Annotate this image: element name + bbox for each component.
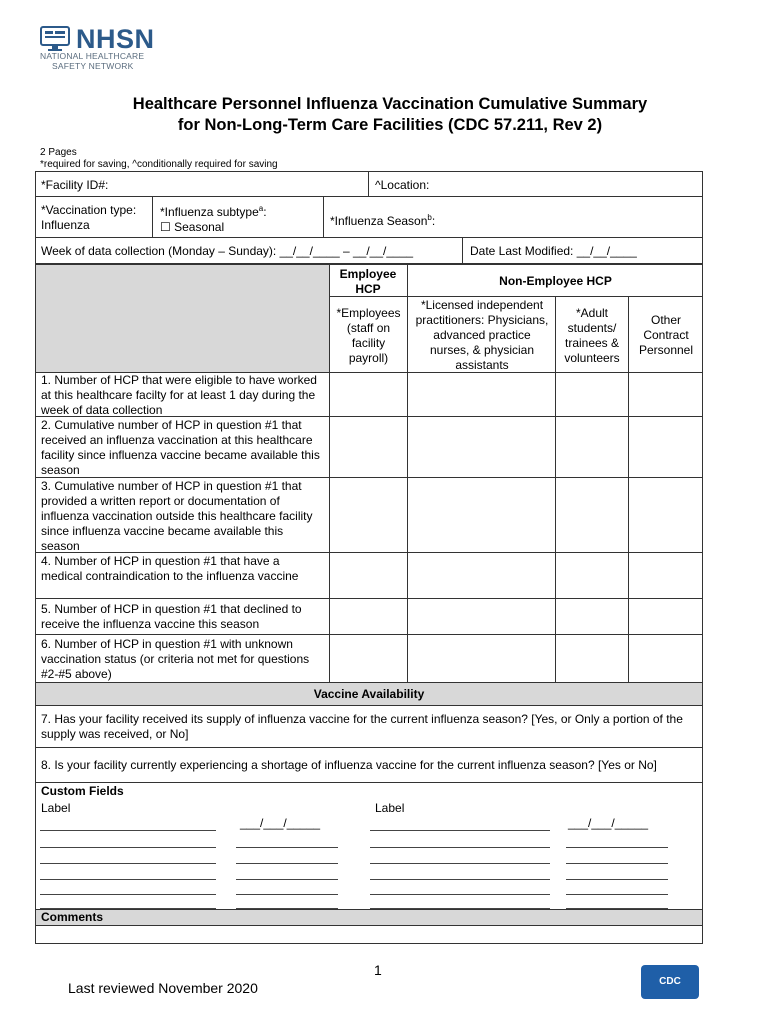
question-2: 2. Cumulative number of HCP in question #1 that received an influenza vaccination at this healthcare facility since influenza vaccine became available this season	[41, 418, 320, 477]
non-employee-hcp-header: Non-Employee HCP	[499, 274, 612, 288]
seasonal-checkbox[interactable]: ☐ Seasonal	[160, 220, 225, 234]
question-8: 8. Is your facility currently experiencing a shortage of influenza vaccine for the current influenza season? [Yes or No]	[41, 758, 657, 772]
season-superscript: b	[427, 213, 432, 222]
custom-fields-title: Custom Fields	[41, 784, 124, 798]
employee-hcp-header: Employee HCP	[339, 267, 397, 296]
page-count: 2 Pages	[40, 147, 77, 158]
custom-date-right[interactable]: ___/___/_____	[568, 816, 649, 830]
monitor-icon	[40, 26, 72, 52]
season-label-text: *Influenza Season	[330, 214, 428, 228]
cdc-logo: CDC	[641, 965, 699, 999]
influenza-subtype-label	[160, 201, 267, 220]
title-line-2: for Non-Long-Term Care Facilities (CDC 57.211, Rev 2)	[177, 116, 603, 134]
required-note: *required for saving, ^conditionally required for saving	[40, 159, 278, 170]
employees-column-header: *Employees (staff on facility payroll)	[336, 306, 401, 365]
date-last-modified[interactable]: Date Last Modified: __/__/____	[470, 244, 637, 258]
question-1: 1. Number of HCP that were eligible to have worked at this healthcare facilty for at least 1 day during the week of data collection	[41, 373, 317, 417]
week-of-data-collection[interactable]: Week of data collection (Monday – Sunday): __/__/____ – __/__/____	[41, 244, 414, 258]
facility-id-field[interactable]: *Facility ID#:	[41, 178, 109, 192]
influenza-season-field[interactable]	[330, 210, 435, 229]
page-number: 1	[374, 962, 382, 978]
last-reviewed: Last reviewed November 2020	[68, 980, 258, 996]
logo-sub-line2: SAFETY NETWORK	[52, 60, 134, 71]
logo-sub-line1: NATIONAL HEALTHCARE	[40, 51, 145, 61]
licensed-practitioners-header: *Licensed independent practitioners: Physicians, advanced practice nurses, & physician assistants	[415, 298, 549, 372]
custom-date-left[interactable]: ___/___/_____	[240, 816, 321, 830]
vaccine-availability-title: Vaccine Availability	[313, 687, 425, 701]
question-6: 6. Number of HCP in question #1 with unknown vaccination status (or criteria not met for questions #2-#5 above)	[41, 637, 310, 681]
table-corner-header	[36, 265, 329, 372]
subtype-label-text: *Influenza subtype	[160, 205, 259, 219]
document-title	[80, 94, 700, 136]
subtype-colon: :	[263, 205, 267, 219]
subtype-superscript: a	[258, 204, 264, 213]
comments-header	[35, 909, 703, 926]
question-4: 4. Number of HCP in question #1 that have a medical contraindication to the influenza vaccine	[41, 554, 299, 583]
custom-fields-box	[35, 782, 703, 910]
question-7: 7. Has your facility received its supply of influenza vaccine for the current influenza season? [Yes, or Only a portion of the supply was received, or No]	[41, 712, 683, 741]
title-line-1: Healthcare Personnel Influenza Vaccination Cumulative Summary	[132, 95, 648, 113]
question-3: 3. Cumulative number of HCP in question #1 that provided a written report or documentation of influenza vaccination outside this healthcare facility since influenza vaccine became available this season	[41, 479, 313, 553]
nhsn-logo	[40, 26, 180, 74]
adult-students-header: *Adult students/ trainees & volunteers	[564, 306, 620, 365]
custom-label-right: Label	[375, 801, 405, 815]
vaccination-type-label: *Vaccination type:	[41, 203, 137, 217]
other-contract-header: Other Contract Personnel	[638, 313, 694, 357]
logo-subtitle	[40, 52, 144, 71]
comments-title: Comments	[41, 910, 104, 924]
season-colon: :	[431, 214, 436, 228]
question-5: 5. Number of HCP in question #1 that declined to receive the influenza vaccine this season	[41, 602, 302, 631]
logo-text: NHSN	[76, 24, 155, 54]
location-field[interactable]: ^Location:	[375, 178, 430, 192]
vaccination-type-value: Influenza	[41, 218, 90, 232]
comments-field[interactable]	[35, 925, 703, 944]
document-meta	[40, 147, 278, 171]
custom-label-left: Label	[41, 801, 71, 815]
